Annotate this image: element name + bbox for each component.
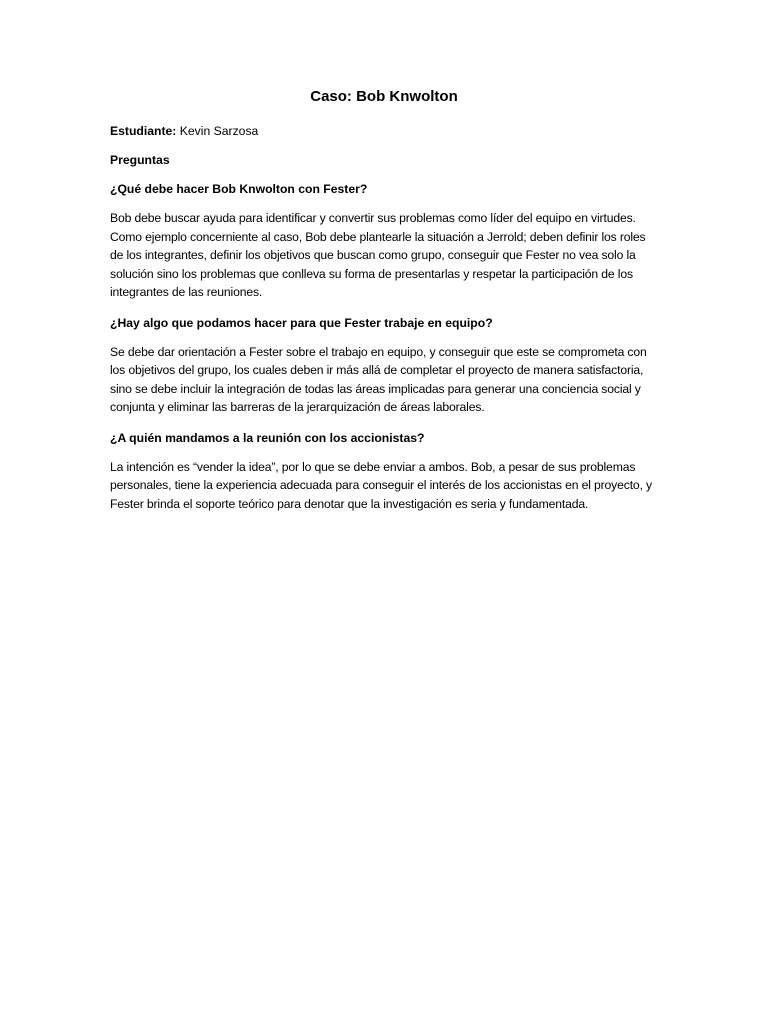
question-heading: ¿Hay algo que podamos hacer para que Fester trabaje en equipo? xyxy=(110,315,493,330)
question-heading: ¿Qué debe hacer Bob Knwolton con Fester? xyxy=(110,182,368,196)
document-title: Caso: Bob Knwolton xyxy=(310,88,458,105)
question-block-3 xyxy=(110,429,658,514)
section-heading: Preguntas xyxy=(110,153,170,167)
answer-paragraph: Bob debe buscar ayuda para identificar y convertir sus problemas como líder del equipo en virtudes. Como ejemplo concerniente al caso, Bob debe plantearle la situación a Jerrold; deben definir los roles de los integrantes, definir los objetivos que buscan como grupo, conseguir que Fester no vea solo la solución sino los problemas que conlleva su forma de presentarlas y respetar la participación de los integrantes de las reuniones. xyxy=(110,211,646,299)
question-heading: ¿A quién mandamos a la reunión con los accionistas? xyxy=(110,430,425,445)
answer-paragraph: La intención es “vender la idea”, por lo que se debe enviar a ambos. Bob, a pesar de sus problemas personales, tiene la experiencia adecuada para conseguir el interés de los accionistas en el proyecto, y Fester brinda el soporte teórico para denotar que la investigación es seria y fundamentada. xyxy=(110,459,652,511)
question-block-2 xyxy=(110,314,658,417)
question-block-1 xyxy=(110,180,658,302)
student-line xyxy=(110,122,658,140)
student-label: Estudiante: xyxy=(110,124,177,138)
document-body xyxy=(110,86,658,525)
student-name: Kevin Sarzosa xyxy=(176,124,259,138)
answer-paragraph: Se debe dar orientación a Fester sobre el trabajo en equipo, y conseguir que este se comprometa con los objetivos del grupo, los cuales deben ir más allá de completar el proyecto de manera satisfactoria, sino se debe incluir la integración de todas las áreas implicadas para generar una conciencia social y conjunta y eliminar las barreras de la jerarquización de áreas laborales. xyxy=(110,344,647,414)
